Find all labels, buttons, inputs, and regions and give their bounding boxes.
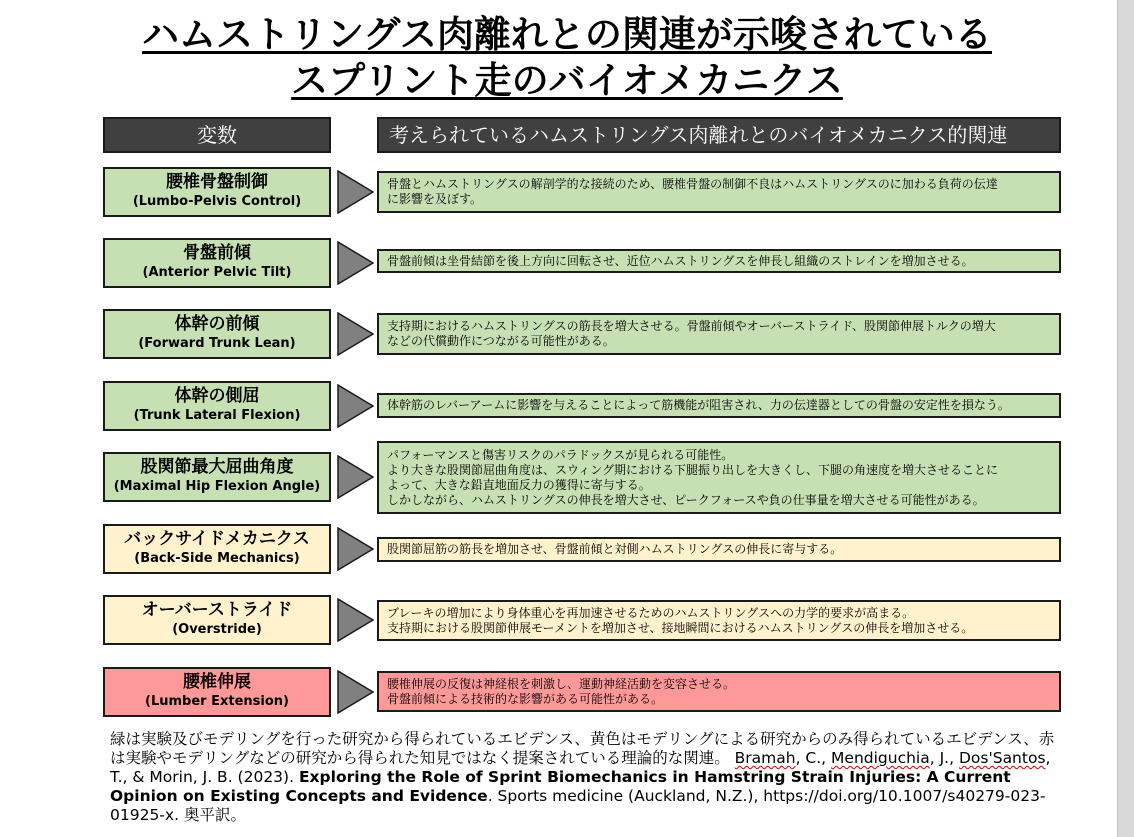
relation-line: パフォーマンスと傷害リスクのパラドックスが見られる可能性。 [387,447,734,462]
arrow-right-icon [337,455,374,499]
variable-name-en: (Lumber Extension) [145,694,289,709]
variable-name-en: (Anterior Pelvic Tilt) [142,265,292,280]
relation-line: 支持期におけるハムストリングスの筋長を増大させる。骨盤前傾やオーバーストライド、股関節伸展トルクの増大 [387,319,996,333]
arrow-right-icon [337,670,374,714]
relation-line: ブレーキの増加により身体重心を再加速させるためのハムストリングスへの力学的要求が高まる。 [387,605,915,620]
relation-line: しかしながら、ハムストリングスの伸長を増大させ、ピークフォースや負の仕事量を増大させる可能性がある。 [387,492,985,507]
header-variable: 変数 [103,117,331,153]
citation-text: , C., [795,749,832,767]
relation-line: 体幹筋のレバーアームに影響を与えることによって筋機能が阻害され、力の伝達器としての骨盤の安定性を損なう。 [387,398,1010,412]
variable-name-jp: オーバーストライド [141,600,293,620]
title-line-1: ハムストリングス肉離れとの関連が示唆されている [142,13,992,56]
variable-name-jp: 体幹の側屈 [174,386,260,406]
variable-box-trunk-lateral-flexion [103,381,331,431]
variable-box-lumbo-pelvis-control [103,167,331,217]
arrow-right-icon [337,598,374,642]
arrow-right-icon [337,384,374,428]
variable-box-back-side-mechanics [103,524,331,574]
relation-line: 骨盤前傾は坐骨結節を後上方向に回転させ、近位ハムストリングスを伸長し組織のストレインを増加させる。 [387,253,974,268]
variable-box-anterior-pelvic-tilt [103,238,331,288]
variable-name-en: (Overstride) [172,622,262,637]
citation-journal: . Sports medicine (Auckland, N.Z.), https://doi.org/10.1007/s40279-023-01925-x. [110,787,1046,824]
arrow-right-icon [337,241,374,285]
relation-line: に影響を及ぼす。 [387,192,483,206]
variable-name-jp: 股関節最大屈曲角度 [140,457,294,477]
relation-line: などの代償動作につながる可能性がある。 [387,334,615,348]
variable-name-en: (Trunk Lateral Flexion) [133,408,301,423]
citation-text: , T., & Morin, J. B. (2023). [110,749,1051,786]
relation-box-lumber-extension [377,671,1061,712]
variable-box-forward-trunk-lean [103,309,331,359]
page-title [20,12,1114,104]
variable-name-en: (Forward Trunk Lean) [138,336,296,351]
footer-note [110,730,1055,825]
variable-box-lumber-extension [103,667,331,717]
relation-line: 骨盤前傾による技術的な影響がある可能性がある。 [387,691,664,706]
title-line-2: スプリント走のバイオメカニクス [291,59,843,102]
variable-box-maximal-hip-flexion-angle [103,452,331,502]
right-margin-shade [1117,0,1134,837]
relation-box-overstride [377,600,1061,641]
translator-note: 奥平訳。 [183,806,246,824]
variable-name-jp: バックサイドメカニクス [124,529,310,549]
variable-name-en: (Maximal Hip Flexion Angle) [113,479,321,494]
relation-line: より大きな股関節屈曲角度は、スウィング期における下腿振り出しを大きくし、下腿の角速度を増大させることに [387,462,999,477]
variable-name-jp: 腰椎伸展 [183,672,251,692]
relation-line: よって、大きな鉛直地面反力の獲得に寄与する。 [387,477,651,492]
variable-name-en: (Back-Side Mechanics) [134,551,300,566]
relation-line: 腰椎伸展の反復は神経根を刺激し、運動神経活動を変容させる。 [387,676,736,691]
relation-box-forward-trunk-lean [377,313,1061,355]
relation-box-anterior-pelvic-tilt [377,249,1061,273]
arrow-right-icon [337,527,374,571]
citation-author: Bramah [734,749,796,767]
arrow-right-icon [337,170,374,214]
variable-name-jp: 骨盤前傾 [183,243,251,263]
citation-article-title: Exploring the Role of Sprint Biomechanics in Hamstring Strain Injuries: A Current Opinion on Existing Concepts and Evidence [110,768,1011,805]
variable-name-jp: 腰椎骨盤制御 [166,172,268,192]
variable-name-en: (Lumbo-Pelvis Control) [132,194,302,209]
citation-author: Mendiguchia [831,749,930,767]
relation-line: 骨盤とハムストリングスの解剖学的な接続のため、腰椎骨盤の制御不良はハムストリングスのに加わる負荷の伝達 [387,177,998,191]
arrow-right-icon [337,312,374,356]
citation-text: , J., [929,749,959,767]
header-relation: 考えられているハムストリングス肉離れとのバイオメカニクス的関連 [377,117,1061,153]
citation-author: Dos'Santos [958,749,1046,767]
relation-line: 支持期における股関節伸展モーメントを増加させ、接地瞬間におけるハムストリングスの伸長を増加させる。 [387,620,974,635]
relation-box-maximal-hip-flexion-angle [377,441,1061,514]
relation-box-lumbo-pelvis-control [377,171,1061,213]
variable-name-jp: 体幹の前傾 [174,314,260,334]
relation-box-back-side-mechanics [377,537,1061,562]
variable-box-overstride [103,595,331,645]
evidence-legend: 緑は実験及びモデリングを行った研究から得られているエビデンス、黄色はモデリングによる研究からのみ得られているエビデンス、赤は実験やモデリングなどの研究から得られた知見ではなく提案されている理論的な関連。 [110,730,1055,767]
relation-line: 股関節屈筋の筋長を増加させ、骨盤前傾と対側ハムストリングスの伸長に寄与する。 [387,542,843,556]
relation-box-trunk-lateral-flexion [377,393,1061,418]
